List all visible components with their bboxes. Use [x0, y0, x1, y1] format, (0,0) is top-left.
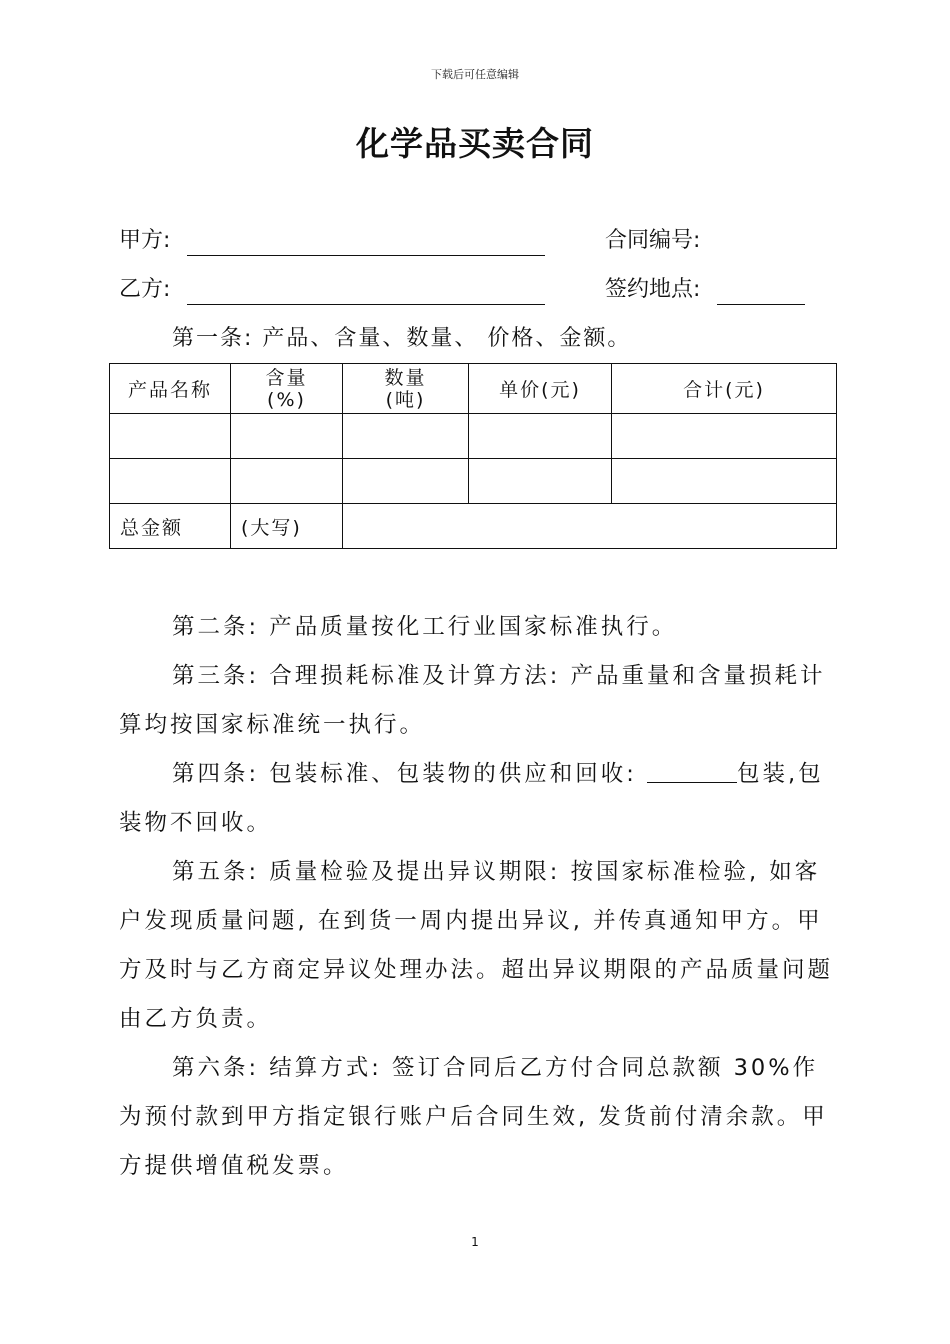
party-a-label: 甲方:: [119, 228, 171, 253]
table-row: [110, 459, 837, 504]
total-capital-label: (大写): [231, 504, 343, 549]
packaging-blank[interactable]: [647, 760, 737, 783]
party-a-field: [119, 226, 545, 256]
document-title: 化学品买卖合同: [356, 124, 594, 163]
header-content: [231, 364, 343, 414]
header-quantity-unit: (吨): [385, 388, 426, 411]
table-cell[interactable]: [231, 414, 343, 459]
table-cell[interactable]: [343, 414, 469, 459]
article-5: 第五条: 质量检验及提出异议期限: 按国家标准检验, 如客户发现质量问题, 在到货一周内提出异议, 并传真通知甲方。甲方及时与乙方商定异议处理办法。超出异议期限的产品质量问题由乙方负责。: [119, 859, 834, 1032]
sign-place-field: [605, 275, 805, 305]
table-total-row: [110, 504, 837, 549]
party-a-blank[interactable]: [187, 231, 545, 256]
header-content-label: 含量: [265, 366, 308, 389]
table-cell[interactable]: [231, 459, 343, 504]
header-total: 合计(元): [612, 364, 837, 414]
article-6: 第六条: 结算方式: 签订合同后乙方付合同总款额 30%作为预付款到甲方指定银行账户后合同生效, 发货前付清余款。甲方提供增值税发票。: [119, 1055, 828, 1179]
table-header-row: [110, 364, 837, 414]
sign-place-label: 签约地点:: [605, 277, 701, 302]
table-cell[interactable]: [469, 414, 612, 459]
header-content-unit: (%): [267, 388, 306, 411]
article-3: 第三条: 合理损耗标准及计算方法: 产品重量和含量损耗计算均按国家标准统一执行。: [119, 663, 826, 738]
article-4-text-after: 包装,包装物不回收。: [119, 761, 824, 836]
header-product-name: 产品名称: [110, 364, 231, 414]
header-quantity-label: 数量: [384, 366, 427, 389]
contract-no-field: [605, 226, 700, 256]
table-cell[interactable]: [469, 459, 612, 504]
table-cell[interactable]: [612, 459, 837, 504]
contract-no-label: 合同编号:: [605, 228, 701, 253]
party-b-field: [119, 275, 545, 305]
party-b-label: 乙方:: [119, 277, 171, 302]
article-4-text-before: 第四条: 包装标准、包装物的供应和回收:: [172, 761, 647, 787]
sign-place-blank[interactable]: [717, 280, 805, 305]
goods-table: [109, 363, 837, 549]
header-note: 下载后可任意编辑: [431, 68, 519, 81]
header-quantity: [343, 364, 469, 414]
table-cell[interactable]: [110, 459, 231, 504]
table-cell[interactable]: [110, 414, 231, 459]
table-cell[interactable]: [612, 414, 837, 459]
article-2: 第二条: 产品质量按化工行业国家标准执行。: [172, 614, 678, 640]
article-4: [119, 750, 835, 848]
header-unit-price: 单价(元): [469, 364, 612, 414]
total-amount-label: 总金额: [110, 504, 231, 549]
table-row: [110, 414, 837, 459]
article-1: 第一条: 产品、含量、数量、 价格、金额。: [172, 326, 632, 351]
total-amount-cell[interactable]: [343, 504, 837, 549]
party-b-blank[interactable]: [187, 280, 545, 305]
table-cell[interactable]: [343, 459, 469, 504]
page-number: 1: [471, 1235, 479, 1249]
